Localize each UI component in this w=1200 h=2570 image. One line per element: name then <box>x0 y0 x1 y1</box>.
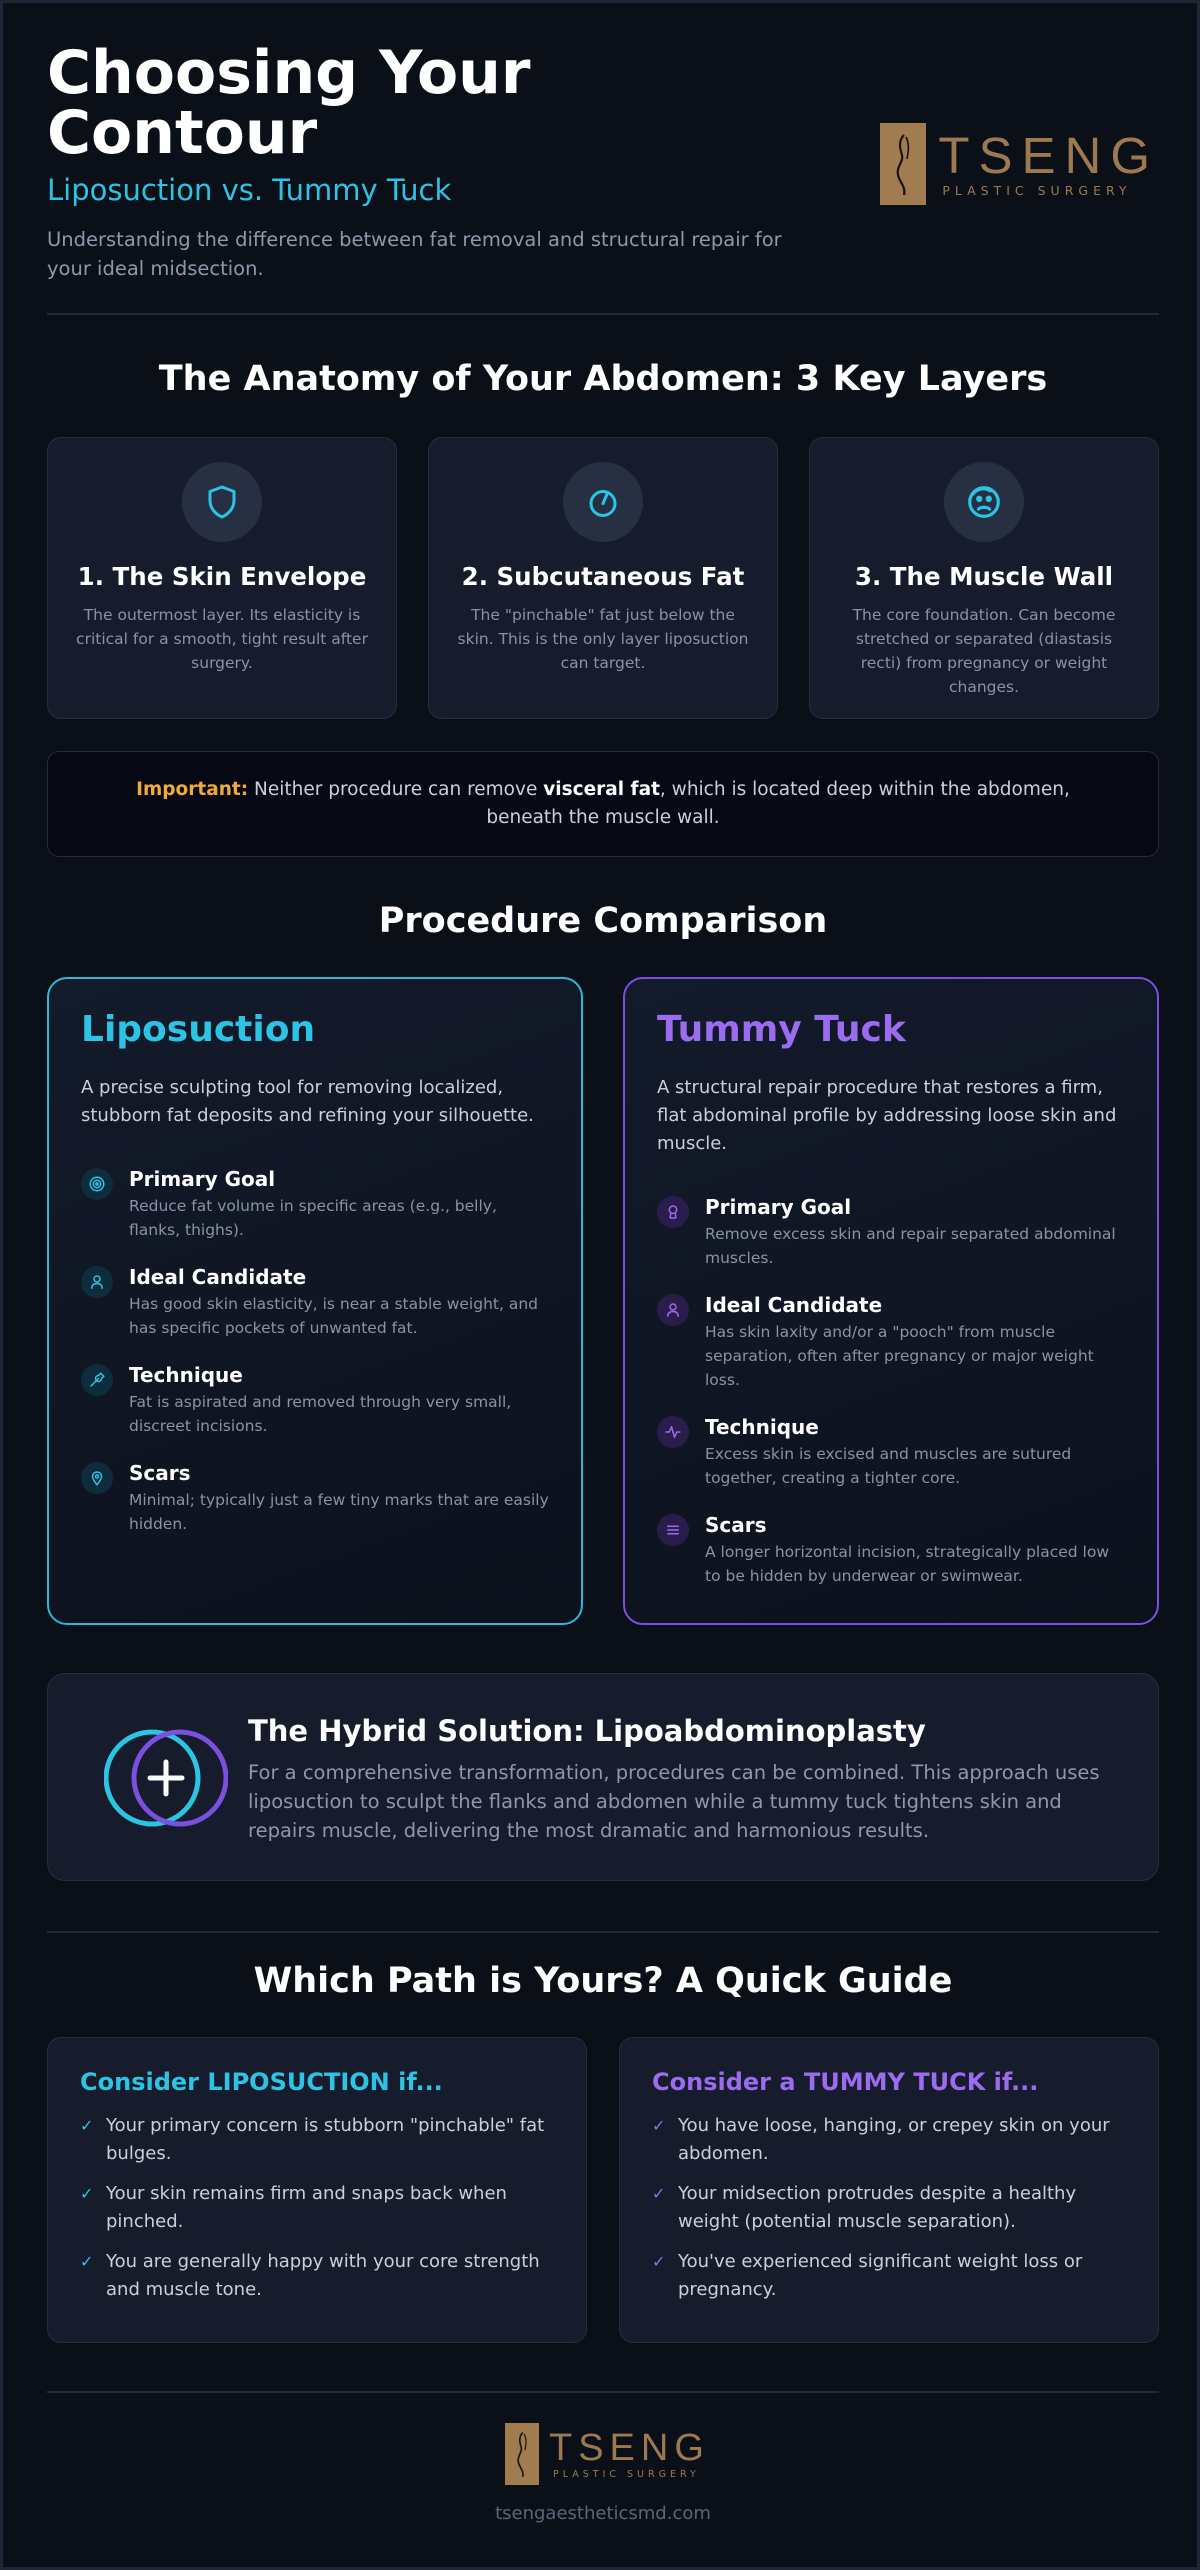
feature-scars <box>81 1460 549 1536</box>
feature-title: Technique <box>705 1415 819 1439</box>
check-icon: ✓ <box>652 2184 666 2203</box>
anatomy-heading: The Anatomy of Your Abdomen: 3 Key Layers <box>158 359 1048 399</box>
logo-mark-icon <box>880 123 926 205</box>
feature-text: Minimal; typically just a few tiny marks that are easily hidden. <box>129 1491 549 1533</box>
brand-tagline: PLASTIC SURGERY <box>942 182 1132 198</box>
feature-text: Excess skin is excised and muscles are sutured together, creating a tighter core. <box>705 1445 1072 1487</box>
feature-text: Has skin laxity and/or a "pooch" from muscle separation, often after pregnancy or major weight loss. <box>705 1323 1094 1389</box>
list-item-text: Your primary concern is stubborn "pinchable" fat bulges. <box>106 2115 545 2164</box>
page-subtitle: Liposuction vs. Tummy Tuck <box>47 173 452 207</box>
list-item-text: Your midsection protrudes despite a healthy weight (potential muscle separation). <box>678 2183 1077 2232</box>
list-item <box>652 2248 1126 2304</box>
list-item <box>652 2112 1126 2168</box>
target-icon <box>81 1168 113 1200</box>
award-icon <box>657 1196 689 1228</box>
divider <box>47 1931 1159 1933</box>
feature-title: Primary Goal <box>129 1167 276 1191</box>
user-icon <box>81 1266 113 1298</box>
gauge-icon <box>563 462 643 542</box>
hybrid-title: The Hybrid Solution: Lipoabdominoplasty <box>248 1714 926 1748</box>
brand-name: TSENG <box>938 126 1159 184</box>
guide-card-liposuction <box>47 2037 587 2343</box>
layer-title: 3. The Muscle Wall <box>854 562 1114 591</box>
list-item-text: Your skin remains firm and snaps back when pinched. <box>106 2183 507 2232</box>
check-icon: ✓ <box>80 2116 94 2135</box>
comparison-heading: Procedure Comparison <box>378 901 828 941</box>
shield-icon <box>182 462 262 542</box>
check-icon: ✓ <box>652 2252 666 2271</box>
combined-circles-icon <box>104 1726 228 1830</box>
page-title: Choosing Your Contour <box>47 38 531 168</box>
list-item <box>80 2112 554 2168</box>
feature-text: Fat is aspirated and removed through very small, discreet incisions. <box>129 1393 512 1435</box>
footer-url[interactable]: tsengaestheticsmd.com <box>495 2503 711 2524</box>
feature-technique <box>657 1414 1125 1490</box>
feature-primary-goal <box>81 1166 549 1242</box>
feature-title: Scars <box>705 1513 767 1537</box>
footer-logo <box>505 2423 710 2485</box>
lines-icon <box>657 1514 689 1546</box>
feature-scars <box>657 1512 1125 1588</box>
important-bold: visceral fat <box>543 779 660 800</box>
list-item <box>80 2180 554 2236</box>
feature-text: Reduce fat volume in specific areas (e.g., belly, flanks, thighs). <box>129 1197 497 1239</box>
divider <box>47 2391 1159 2393</box>
layer-card-fat <box>428 437 778 719</box>
header <box>47 38 1159 293</box>
layer-title: 1. The Skin Envelope <box>77 562 367 591</box>
list-item-text: You've experienced significant weight loss or pregnancy. <box>678 2251 1083 2300</box>
brand-logo <box>880 123 1159 205</box>
muscle-face-icon <box>944 462 1024 542</box>
tummy-tuck-card <box>623 977 1159 1625</box>
pulse-icon <box>657 1416 689 1448</box>
procedure-description: A structural repair procedure that restores a firm, flat abdominal profile by addressing loose skin and muscle. <box>657 1077 1117 1154</box>
wrench-icon <box>81 1364 113 1396</box>
procedure-name: Liposuction <box>81 1009 316 1050</box>
feature-title: Technique <box>129 1363 243 1387</box>
feature-text: A longer horizontal incision, strategically placed low to be hidden by underwear or swimwear. <box>705 1543 1110 1585</box>
important-note <box>47 751 1159 857</box>
layer-card-muscle <box>809 437 1159 719</box>
list-item-text: You have loose, hanging, or crepey skin on your abdomen. <box>678 2115 1110 2164</box>
important-label: Important: <box>136 779 249 800</box>
check-icon: ✓ <box>652 2116 666 2135</box>
brand-name: TSENG <box>549 2426 710 2469</box>
feature-text: Has good skin elasticity, is near a stable weight, and has specific pockets of unwanted fat. <box>129 1295 538 1337</box>
guide-heading: Which Path is Yours? A Quick Guide <box>253 1961 953 2001</box>
feature-title: Scars <box>129 1461 191 1485</box>
logo-mark-icon <box>505 2423 539 2485</box>
feature-title: Primary Goal <box>705 1195 852 1219</box>
guide-title: Consider LIPOSUCTION if... <box>80 2068 443 2096</box>
layer-description: The outermost layer. Its elasticity is critical for a smooth, tight result after surgery. <box>76 606 368 672</box>
pin-icon <box>81 1462 113 1494</box>
hybrid-solution-card <box>47 1673 1159 1881</box>
important-text: Neither procedure can remove <box>248 779 544 800</box>
check-icon: ✓ <box>80 2252 94 2271</box>
feature-technique <box>81 1362 549 1438</box>
guide-list <box>80 2112 554 2304</box>
hybrid-text: For a comprehensive transformation, procedures can be combined. This approach uses liposuction to sculpt the flanks and abdomen while a tummy tuck tightens skin and repairs muscle, delivering the most dramatic and harmonious results. <box>248 1761 1100 1842</box>
layer-title: 2. Subcutaneous Fat <box>461 562 745 591</box>
list-item <box>80 2248 554 2304</box>
guide-list <box>652 2112 1126 2304</box>
layer-description: The core foundation. Can become stretched or separated (diastasis recti) from pregnancy or weight changes. <box>852 606 1116 696</box>
guide-card-tummy-tuck <box>619 2037 1159 2343</box>
feature-text: Remove excess skin and repair separated abdominal muscles. <box>705 1225 1116 1267</box>
divider <box>47 313 1159 315</box>
layer-description: The "pinchable" fat just below the skin. This is the only layer liposuction can target. <box>457 606 749 672</box>
procedure-description: A precise sculpting tool for removing localized, stubborn fat deposits and refining your silhouette. <box>81 1077 534 1126</box>
feature-ideal-candidate <box>657 1292 1125 1392</box>
list-item-text: You are generally happy with your core strength and muscle tone. <box>106 2251 540 2300</box>
layer-card-skin <box>47 437 397 719</box>
feature-title: Ideal Candidate <box>129 1265 307 1289</box>
check-icon: ✓ <box>80 2184 94 2203</box>
liposuction-card <box>47 977 583 1625</box>
important-text-end: , which is located deep within the abdomen, beneath the muscle wall. <box>486 779 1070 828</box>
user-icon <box>657 1294 689 1326</box>
feature-title: Ideal Candidate <box>705 1293 883 1317</box>
list-item <box>652 2180 1126 2236</box>
feature-ideal-candidate <box>81 1264 549 1340</box>
guide-title: Consider a TUMMY TUCK if... <box>652 2068 1039 2096</box>
feature-primary-goal <box>657 1194 1125 1270</box>
procedure-name: Tummy Tuck <box>657 1009 906 1050</box>
brand-tagline: PLASTIC SURGERY <box>553 2468 700 2480</box>
intro-text: Understanding the difference between fat removal and structural repair for your ideal midsection. <box>47 228 782 280</box>
